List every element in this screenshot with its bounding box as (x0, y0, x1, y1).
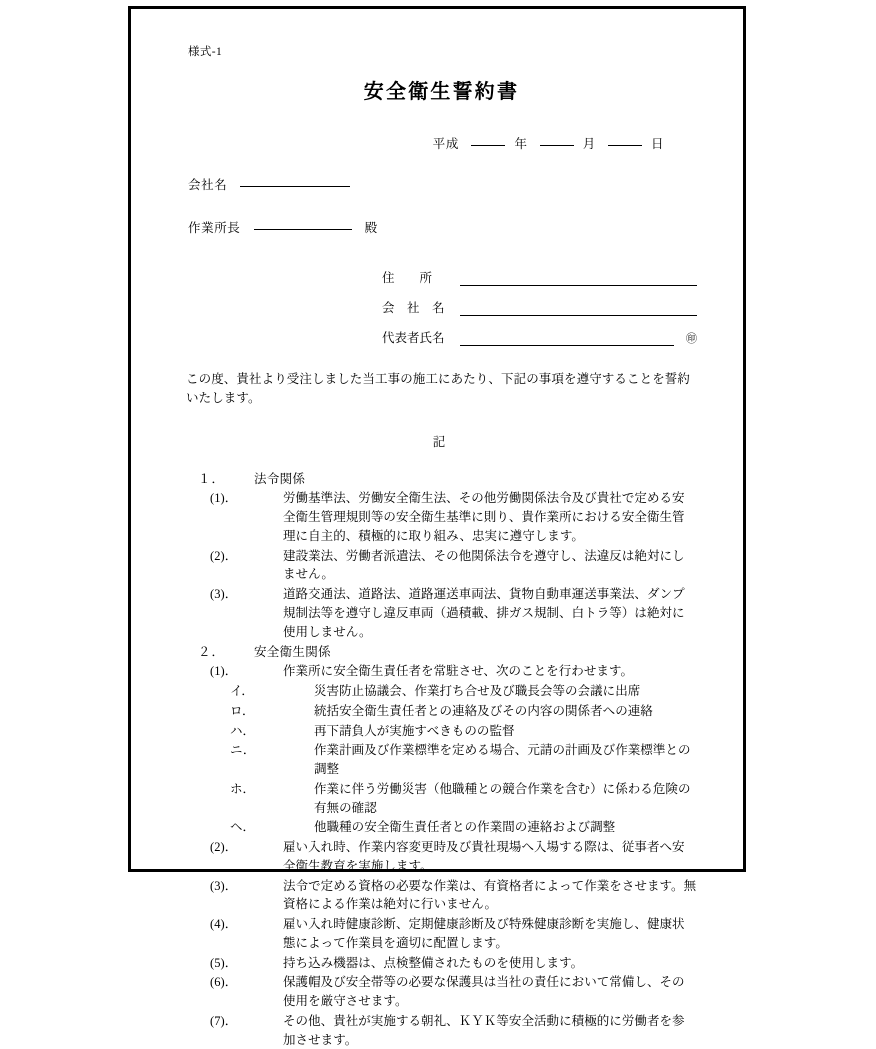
signer-address-row (382, 268, 697, 286)
signer-company-row (382, 298, 697, 316)
section-2-subitem-ro (230, 702, 697, 721)
section-2-item-2-number: (2)． (210, 840, 238, 854)
section-2-subitem-he (230, 818, 697, 837)
section-1-item-1 (210, 489, 697, 545)
section-2-subitem-ha (230, 722, 697, 741)
signer-representative-row (382, 328, 697, 346)
section-2-item-7-number: (7)． (210, 1013, 238, 1028)
company-name-field (188, 179, 697, 192)
era-label: 平成 (432, 136, 460, 151)
site-chief-field (188, 222, 697, 235)
section-2-subitem-he-number: ヘ． (230, 820, 256, 835)
signer-block (382, 268, 697, 346)
section-2-item-5 (210, 954, 697, 973)
section-2-item-4-number: (4)． (210, 917, 238, 931)
section-2-item-1-text: 作業所に安全衛生責任者を常駐させ、次のことを行わせます。 (283, 664, 634, 679)
section-2-subitem-ro-text: 統括安全衛生責任者との連絡及びその内容の関係者への連絡 (314, 703, 653, 718)
section-2-item-6-text: 保護帽及び安全帯等の必要な保護具は当社の責任において常備し、その使用を厳守させます。 (283, 975, 685, 1008)
intro-paragraph: この度、貴社より受注しました当工事の施工にあたり、下記の事項を遵守することを誓約いたします。 (186, 371, 691, 405)
section-2-heading (198, 642, 697, 660)
section-2-item-2-text: 雇い入れ時、作業内容変更時及び貴社現場へ入場する際は、従事者へ安全衛生教育を実施します。 (283, 840, 685, 873)
section-2-subitem-ha-number: ハ． (230, 723, 256, 738)
section-1-number: １． (198, 472, 226, 487)
section-2-item-5-number: (5)． (210, 955, 238, 970)
year-unit-label: 年 (514, 136, 528, 151)
day-unit-label: 日 (650, 136, 664, 151)
document-content (131, 9, 743, 1047)
ki-header: 記 (432, 435, 447, 450)
signer-address-label: 住 所 (382, 270, 433, 285)
section-2 (186, 642, 697, 1049)
section-2-item-1 (210, 662, 697, 681)
section-2-number: ２． (198, 645, 226, 660)
section-2-item-1-number: (1)． (210, 664, 238, 679)
page-title: 安全衛生誓約書 (363, 80, 520, 103)
section-2-subitem-ha-text: 再下請負人が実施すべきものの監督 (314, 723, 515, 738)
honorific-label: 殿 (364, 221, 378, 235)
section-1-item-2 (210, 547, 697, 585)
section-2-subitem-i-text: 災害防止協議会、作業打ち合せ及び職長会等の会議に出席 (314, 684, 641, 698)
section-2-subitem-ni-number: ニ． (230, 743, 256, 758)
section-2-item-6 (210, 973, 697, 1011)
signer-address-input[interactable] (460, 273, 697, 286)
signer-company-input[interactable] (460, 303, 697, 316)
section-2-subitem-ho-text: 作業に伴う労働災害（他職種との競合作業を含む）に係わる危険の有無の確認 (314, 781, 691, 815)
section-1-item-2-number: (2)． (210, 548, 238, 563)
section-2-subitem-ho-number: ホ． (230, 781, 256, 796)
section-2-item-3 (210, 877, 697, 915)
section-2-item-5-text: 持ち込み機器は、点検整備されたものを使用します。 (283, 955, 584, 970)
section-2-subitem-ni (230, 741, 697, 779)
month-input[interactable] (540, 145, 574, 146)
section-2-item-6-number: (6)． (210, 975, 238, 990)
section-1-item-3-text: 道路交通法、道路法、道路運送車両法、貨物自動車運送事業法、ダンプ規制法等を遵守し違反車両（過積載、排ガス規制、白トラ等）は絶対に使用しません。 (283, 587, 685, 639)
document-page (128, 6, 746, 1047)
month-unit-label: 月 (582, 136, 596, 151)
section-2-item-4 (210, 915, 697, 953)
signer-representative-label: 代表者氏名 (382, 330, 445, 345)
date-line (186, 134, 697, 152)
section-2-title: 安全衛生関係 (254, 645, 331, 660)
signer-company-label: 会 社 名 (382, 300, 445, 315)
section-1-item-1-text: 労働基準法、労働安全衛生法、その他労働関係法令及び貴社で定める安全衛生管理規則等の安全衛生基準に則り、貴作業所における安全衛生管理に自主的、積極的に取り組み、忠実に遵守します。 (283, 491, 685, 543)
clause-sections (186, 469, 697, 1049)
section-2-subitem-i-number: イ． (230, 684, 254, 698)
section-2-item-3-number: (3)． (210, 878, 238, 893)
section-2-item-3-text: 法令で定める資格の必要な作業は、有資格者によって作業をさせます。無資格による作業は絶対に行いません。 (283, 878, 697, 912)
section-1-heading (198, 469, 697, 487)
section-1-item-2-text: 建設業法、労働者派遣法、その他関係法令を遵守し、法違反は絶対にしません。 (283, 548, 685, 582)
section-1-item-3-number: (3)． (210, 587, 238, 601)
section-2-item-7 (210, 1012, 697, 1049)
form-code-label: 様式-1 (188, 46, 223, 58)
section-1-title: 法令関係 (254, 472, 306, 487)
company-name-input[interactable] (240, 186, 350, 187)
site-chief-input[interactable] (254, 229, 352, 230)
section-2-subitem-ni-text: 作業計画及び作業標準を定める場合、元請の計画及び作業標準との調整 (314, 743, 691, 776)
year-input[interactable] (471, 145, 505, 146)
section-2-subitem-ho (230, 780, 697, 818)
section-1 (186, 469, 697, 641)
section-2-subitem-i (230, 682, 697, 701)
section-2-item-2 (210, 838, 697, 876)
section-2-subitem-he-text: 他職種の安全衛生責任者との作業間の連絡および調整 (314, 820, 616, 835)
company-name-label: 会社名 (188, 177, 228, 192)
section-2-item-7-text: その他、貴社が実施する朝礼、ＫＹＫ等安全活動に積極的に労働者を参加させます。 (283, 1013, 685, 1047)
site-chief-label: 作業所長 (188, 221, 241, 235)
signer-representative-input[interactable] (460, 333, 674, 346)
section-2-item-4-text: 雇い入れ時健康診断、定期健康診断及び特殊健康診断を実施し、健康状態によって作業員を適切に配置します。 (283, 917, 685, 950)
day-input[interactable] (608, 145, 642, 146)
section-1-item-3 (210, 585, 697, 641)
seal-stamp-icon: ㊞ (686, 332, 697, 345)
section-1-item-1-number: (1)． (210, 491, 238, 506)
section-2-subitem-ro-number: ロ． (230, 703, 255, 718)
